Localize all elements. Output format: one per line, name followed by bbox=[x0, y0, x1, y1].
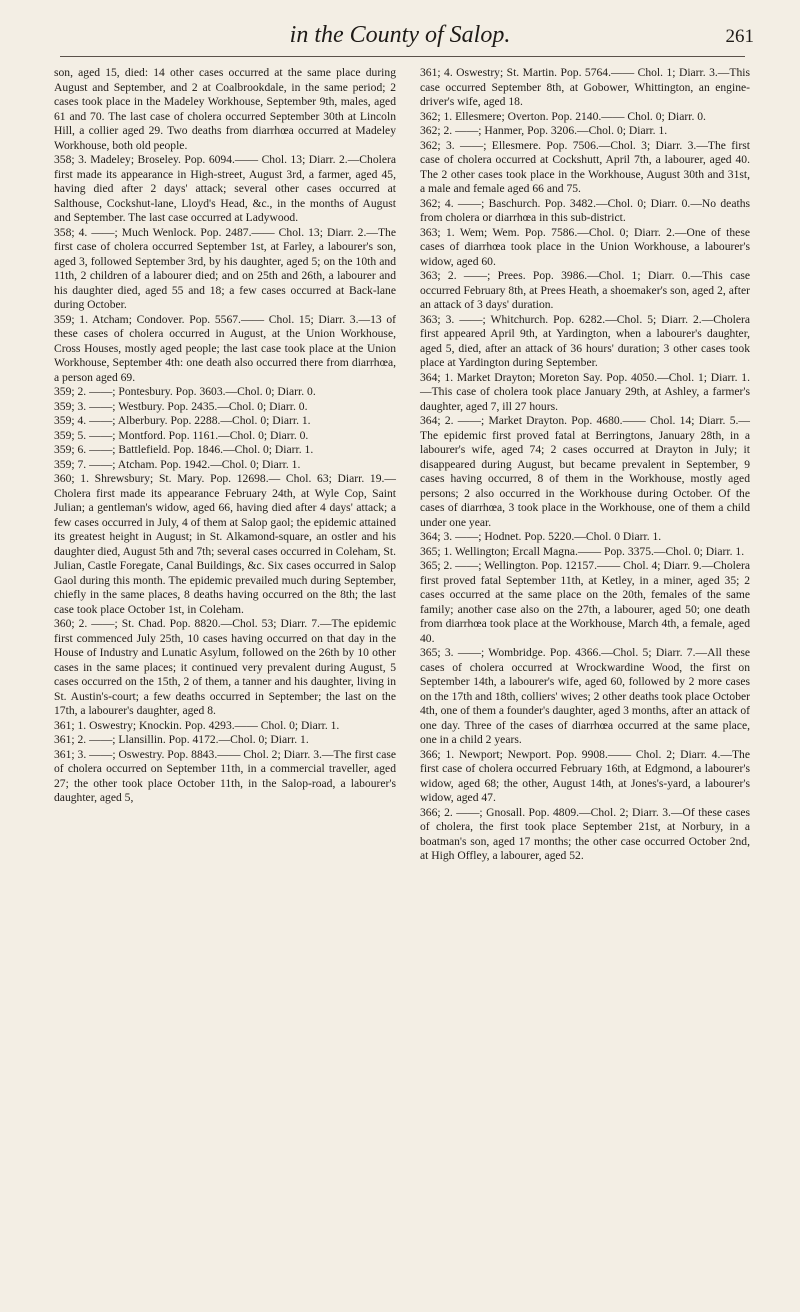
paragraph: 359; 7. ——; Atcham. Pop. 1942.—Chol. 0; Diarr. 1. bbox=[54, 457, 301, 471]
paragraph: 359; 6. ——; Battlefield. Pop. 1846.—Chol. 0; Diarr. 1. bbox=[54, 443, 314, 456]
paragraph: 359; 2. ——; Pontesbury. Pop. 3603.—Chol. 0; Diarr. 0. bbox=[54, 385, 316, 398]
paragraph: 366; 1. Newport; Newport. Pop. 9908.—— Chol. 2; Diarr. 4.—The first case of cholera occurred February 16th, at Edgmond, a labourer's widow, aged 68; the other, August 14th, at Jones's-yard, a labourer's widow, aged 47. bbox=[420, 747, 750, 804]
paragraph: 364; 3. ——; Hodnet. Pop. 5220.—Chol. 0 Diarr. 1. bbox=[420, 530, 662, 543]
paragraph: 362; 4. ——; Baschurch. Pop. 3482.—Chol. 0; Diarr. 0.—No deaths from cholera or diarrhœa in this sub-district. bbox=[420, 196, 750, 224]
paragraph: 361; 1. Oswestry; Knockin. Pop. 4293.—— Chol. 0; Diarr. 1. bbox=[54, 718, 340, 732]
running-title: in the County of Salop. bbox=[289, 22, 511, 48]
paragraph: 360; 2. ——; St. Chad. Pop. 8820.—Chol. 53; Diarr. 7.—The epidemic first commenced July 25th, 10 cases having occurred on that day in the House of Industry and Lunatic Asylum, followed on the 26th by 10 other cases in the same places; it continued very prevalent during August, 5 cases occurred on the 15th, 2 of them, a tanner and his daughter, living in St. Austin's-court; a few deaths occurred in September; the last on the 17th, a labourer's daughter, aged 8. bbox=[54, 617, 396, 717]
paragraph: 358; 3. Madeley; Broseley. Pop. 6094.—— Chol. 13; Diarr. 2.—Cholera first made its appearance in High-street, August 3rd, a farmer, aged 45, having died after 2 days' attack; several other cases occurred at Salthouse, Cockshut-lane, Lloyd's Head, &c., in the months of August and September. The last case occurred at Ladywood. bbox=[54, 153, 396, 224]
paragraph: 365; 2. ——; Wellington. Pop. 12157.—— Chol. 4; Diarr. 9.—Cholera first proved fatal September 11th, at Ketley, in a miner, aged 35; 2 cases occurred at the same place on the 20th, females of the same family; another case also on the 27th, a labourer, aged 50; one death from diarrhœa took place at the Workhouse, March 4th, a female, aged 40. bbox=[420, 559, 750, 645]
paragraph: 359; 4. ——; Alberbury. Pop. 2288.—Chol. 0; Diarr. 1. bbox=[54, 414, 311, 427]
paragraph: son, aged 15, died: 14 other cases occurred at the same place during August and September, and 2 at Coalbrookdale, in the same period; 2 cases took place in the Madeley Workhouse, September 9th, males, aged 61 and 70. The last case of cholera occurred September 30th at Lincoln Hill, a collier aged 29. Two deaths from diarrhœa occurred at Madeley Workhouse, both old people. bbox=[54, 66, 396, 152]
paragraph: 362; 2. ——; Hanmer, Pop. 3206.—Chol. 0; Diarr. 1. bbox=[420, 124, 668, 137]
paragraph: 363; 3. ——; Whitchurch. Pop. 6282.—Chol. 5; Diarr. 2.—Cholera first appeared April 9th, at Yardington, when a labourer's daughter, aged 5, died, after an attack of 36 hours' duration; 3 other cases took place at Yardington during September. bbox=[420, 312, 750, 369]
paragraph: 362; 3. ——; Ellesmere. Pop. 7506.—Chol. 3; Diarr. 3.—The first case of cholera occurred at Cockshutt, April 7th, a labourer, aged 40. The 2 other cases took place in the Workhouse, August 30th and 31st, a male and female aged 66 and 75. bbox=[420, 138, 750, 195]
paragraph: 364; 1. Market Drayton; Moreton Say. Pop. 4050.—Chol. 1; Diarr. 1.—This case of cholera took place January 29th, at Ashley, a farmer's daughter, aged 7, ill 27 hours. bbox=[420, 370, 750, 413]
paragraph: 364; 2. ——; Market Drayton. Pop. 4680.—— Chol. 14; Diarr. 5.—The epidemic first proved fatal at Berringtons, January 28th, in a labourer's wife, aged 74; 2 cases occurred at Drayton in July; it disappeared during August, but became prevalent in September, 9 cases having occurred, 8 of them in the Workhouse, mostly aged persons; 2 also occurred in the Workhouse during October. Of the cases of diarrhœa, 3 took place in the Workhouse, one of them a child under one year. bbox=[420, 414, 750, 529]
running-head bbox=[0, 18, 800, 52]
paragraph: 359; 5. ——; Montford. Pop. 1161.—Chol. 0; Diarr. 0. bbox=[54, 428, 309, 442]
paragraph: 358; 4. ——; Much Wenlock. Pop. 2487.—— Chol. 13; Diarr. 2.—The first case of cholera occurred September 1st, at Farley, a labourer's son, aged 3, followed September 3rd, by his daughter, aged 5; on the 10th and 11th, 2 children of a labourer died; and on 25th and 26th, a labourer and his daughter died, aged 55 and 18; a few cases occurred at Back-lane during October. bbox=[54, 225, 396, 311]
paragraph: 359; 3. ——; Westbury. Pop. 2435.—Chol. 0; Diarr. 0. bbox=[54, 399, 308, 413]
paragraph: 361; 3. ——; Oswestry. Pop. 8843.—— Chol. 2; Diarr. 3.—The first case of cholera occurred on September 11th, in a commercial traveller, aged 27; the other took place October 11th, in the Salop-road, a labourer's daughter, aged 5, bbox=[54, 747, 396, 804]
left-column bbox=[54, 66, 396, 806]
paragraph: 365; 3. ——; Wombridge. Pop. 4366.—Chol. 5; Diarr. 7.—All these cases of cholera occurred at Wrockwardine Wood, the first on September 14th, a labourer's wife, aged 60, followed by 2 more cases on the 17th and 18th, colliers' wives; 2 other deaths took place October 4th, one of them a founder's daughter, aged 3 months, after an attack of one day. Three of the cases of diarrhœa occurred at the same place, one in a child 2 years. bbox=[420, 646, 751, 746]
paragraph: 361; 2. ——; Llansillin. Pop. 4172.—Chol. 0; Diarr. 1. bbox=[54, 733, 309, 746]
page-number: 261 bbox=[725, 26, 754, 47]
paragraph: 365; 1. Wellington; Ercall Magna.—— Pop. 3375.—Chol. 0; Diarr. 1. bbox=[420, 544, 745, 558]
header-rule bbox=[60, 56, 745, 57]
paragraph: 366; 2. ——; Gnosall. Pop. 4809.—Chol. 2; Diarr. 3.—Of these cases of cholera, the first took place September 21st, at Norbury, in a boatman's son, aged 17 months; the other case occurred October 2nd, at High Offley, a labourer, aged 52. bbox=[420, 805, 750, 862]
paragraph: 360; 1. Shrewsbury; St. Mary. Pop. 12698.— Chol. 63; Diarr. 19.—Cholera first made its appearance February 24th, at Wyle Cop, Saint Julian; a gentleman's widow, aged 66, having died after 4 days' attack; a few cases occurred in July, 4 of them at Salop gaol; the epidemic attained its greatest height in August; in St. Alkamond-square, an ostler and his daughter died, August 5th and 7th; several cases occurred in Coleham, St. Julian, Castle Foregate, Canal Buildings, &c. Six cases occurred in Salop Gaol during this month. The epidemic prevailed much during September, chiefly in the same places, 8 deaths having occurred on the 8th; the last case took place October 1st, in Coleham. bbox=[54, 472, 396, 616]
paragraph: 359; 1. Atcham; Condover. Pop. 5567.—— Chol. 15; Diarr. 3.—13 of these cases of cholera occurred in August, at the Union Workhouse, Cross Houses, mostly aged people; the last case took place at the Union Workhouse, September 4th: one death also occurred there from diarrhœa, a person aged 69. bbox=[54, 312, 396, 384]
paragraph: 362; 1. Ellesmere; Overton. Pop. 2140.—— Chol. 0; Diarr. 0. bbox=[420, 109, 706, 123]
paragraph: 361; 4. Oswestry; St. Martin. Pop. 5764.—— Chol. 1; Diarr. 3.—This case occurred September 8th, at Gobower, Whittington, an engine-driver's wife, aged 18. bbox=[420, 66, 750, 108]
right-column bbox=[420, 66, 750, 864]
paragraph: 363; 1. Wem; Wem. Pop. 7586.—Chol. 0; Diarr. 2.—One of these cases of diarrhœa took place in the Union Workhouse, a labourer's widow, aged 60. bbox=[420, 225, 750, 268]
paragraph: 363; 2. ——; Prees. Pop. 3986.—Chol. 1; Diarr. 0.—This case occurred February 8th, at Prees Heath, a shoemaker's son, aged 2, after an attack of 3 days' duration. bbox=[420, 269, 750, 311]
